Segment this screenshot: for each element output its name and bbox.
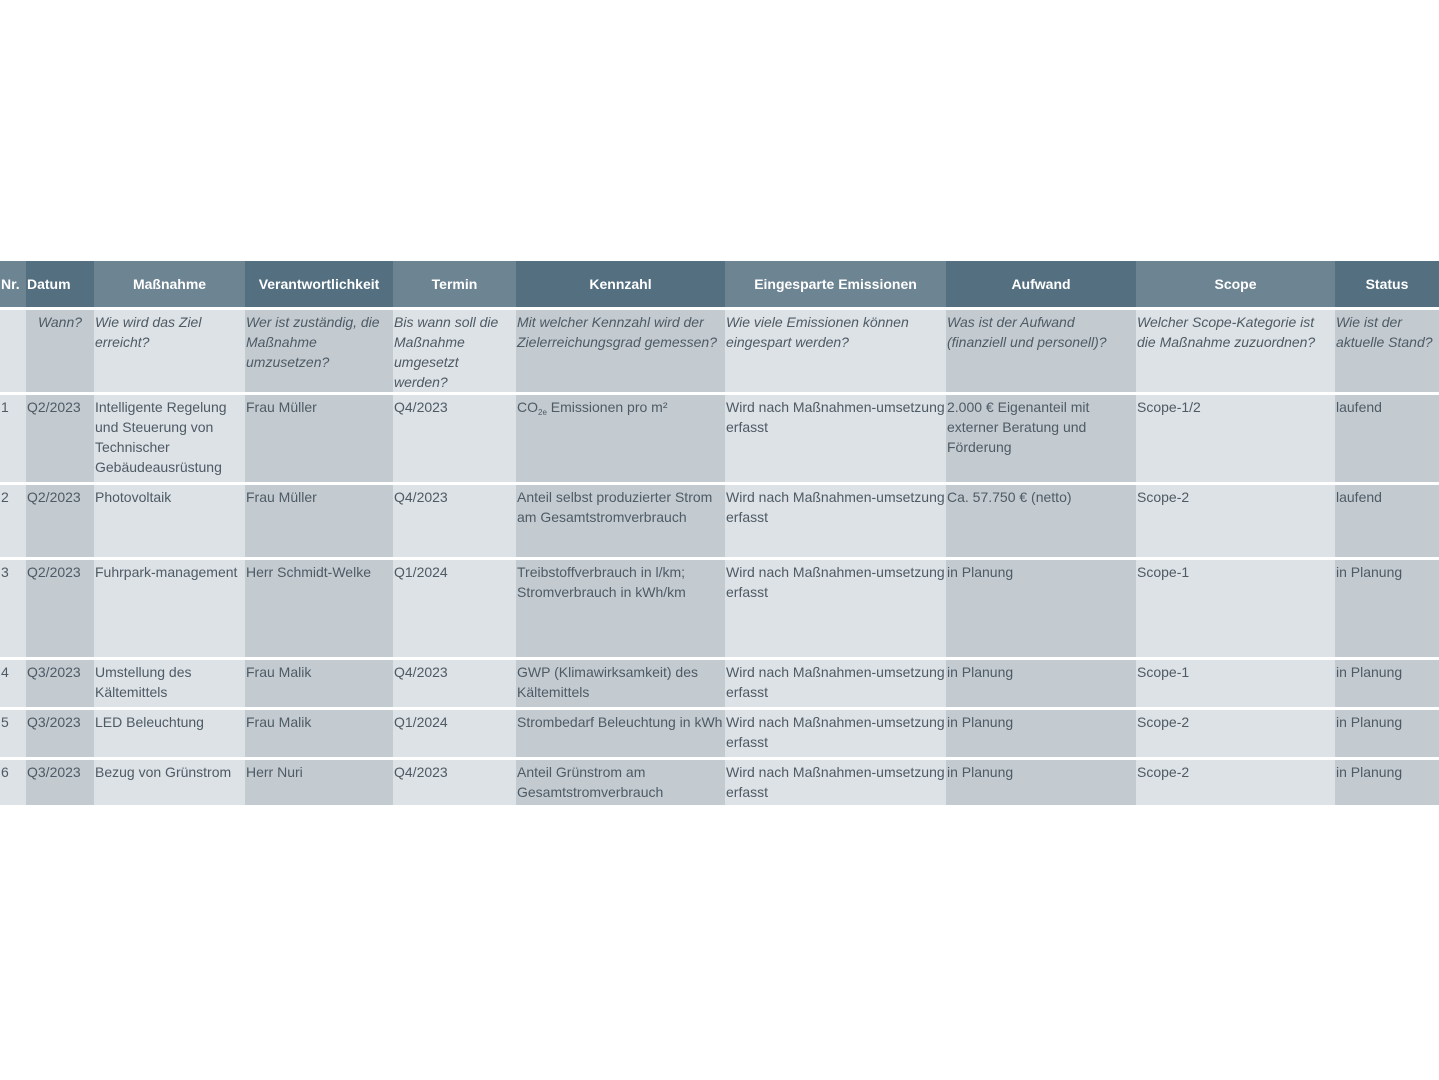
table-row — [0, 659, 1439, 709]
cell-scope: Scope-1 — [1136, 659, 1335, 709]
cell-datum: Q3/2023 — [26, 659, 94, 709]
cell-aufwand: in Planung — [946, 759, 1136, 806]
cell-nr: 1 — [0, 394, 26, 484]
cell-emissionen: Wird nach Maßnahmen-umsetzung erfasst — [725, 394, 946, 484]
cell-termin: Q4/2023 — [393, 759, 516, 806]
cell-scope: Scope-1/2 — [1136, 394, 1335, 484]
cell-nr: 3 — [0, 559, 26, 659]
cell-kennzahl: Anteil selbst produzierter Strom am Gesamtstromverbrauch — [516, 484, 725, 559]
header-emissionen: Eingesparte Emissionen — [725, 261, 946, 309]
kennzahl-co2-suffix: Emissionen pro m² — [546, 399, 668, 415]
question-massnahme: Wie wird das Ziel erreicht? — [94, 309, 245, 394]
cell-scope: Scope-2 — [1136, 759, 1335, 806]
cell-verantwortlichkeit: Frau Malik — [245, 709, 393, 759]
question-datum: Wann? — [26, 309, 94, 394]
cell-kennzahl — [516, 394, 725, 484]
cell-datum: Q2/2023 — [26, 394, 94, 484]
cell-massnahme: LED Beleuchtung — [94, 709, 245, 759]
cell-nr: 6 — [0, 759, 26, 806]
cell-aufwand: Ca. 57.750 € (netto) — [946, 484, 1136, 559]
cell-emissionen: Wird nach Maßnahmen-umsetzung erfasst — [725, 659, 946, 709]
header-aufwand: Aufwand — [946, 261, 1136, 309]
cell-emissionen: Wird nach Maßnahmen-umsetzung erfasst — [725, 559, 946, 659]
header-scope: Scope — [1136, 261, 1335, 309]
cell-verantwortlichkeit: Frau Malik — [245, 659, 393, 709]
cell-kennzahl: Anteil Grünstrom am Gesamtstromverbrauch — [516, 759, 725, 806]
measures-table — [0, 261, 1439, 805]
cell-datum: Q2/2023 — [26, 484, 94, 559]
cell-emissionen: Wird nach Maßnahmen-umsetzung erfasst — [725, 709, 946, 759]
cell-status: laufend — [1335, 394, 1439, 484]
table-row — [0, 709, 1439, 759]
cell-datum: Q3/2023 — [26, 759, 94, 806]
cell-nr: 5 — [0, 709, 26, 759]
cell-massnahme: Bezug von Grünstrom — [94, 759, 245, 806]
cell-emissionen: Wird nach Maßnahmen-umsetzung erfasst — [725, 484, 946, 559]
cell-nr: 2 — [0, 484, 26, 559]
cell-kennzahl: Treibstoffverbrauch in l/km; Stromverbrauch in kWh/km — [516, 559, 725, 659]
cell-termin: Q4/2023 — [393, 659, 516, 709]
cell-verantwortlichkeit: Frau Müller — [245, 394, 393, 484]
cell-termin: Q4/2023 — [393, 484, 516, 559]
cell-massnahme: Umstellung des Kältemittels — [94, 659, 245, 709]
cell-termin: Q4/2023 — [393, 394, 516, 484]
table-header-row — [0, 261, 1439, 309]
header-verantwortlichkeit: Verantwortlichkeit — [245, 261, 393, 309]
header-datum: Datum — [26, 261, 94, 309]
header-termin: Termin — [393, 261, 516, 309]
table-row — [0, 394, 1439, 484]
cell-kennzahl: Strombedarf Beleuchtung in kWh — [516, 709, 725, 759]
table-row — [0, 559, 1439, 659]
cell-aufwand: in Planung — [946, 709, 1136, 759]
cell-scope: Scope-2 — [1136, 709, 1335, 759]
cell-aufwand: in Planung — [946, 659, 1136, 709]
cell-nr: 4 — [0, 659, 26, 709]
cell-status: laufend — [1335, 484, 1439, 559]
question-aufwand: Was ist der Aufwand (finanziell und personell)? — [946, 309, 1136, 394]
cell-massnahme: Intelligente Regelung und Steuerung von Technischer Gebäudeausrüstung — [94, 394, 245, 484]
table-row — [0, 484, 1439, 559]
cell-kennzahl: GWP (Klimawirksamkeit) des Kältemittels — [516, 659, 725, 709]
question-emissionen: Wie viele Emissionen können eingespart werden? — [725, 309, 946, 394]
kennzahl-co2-subscript: 2e — [538, 408, 547, 417]
cell-verantwortlichkeit: Herr Schmidt-Welke — [245, 559, 393, 659]
cell-status: in Planung — [1335, 759, 1439, 806]
cell-status: in Planung — [1335, 709, 1439, 759]
header-kennzahl: Kennzahl — [516, 261, 725, 309]
cell-termin: Q1/2024 — [393, 559, 516, 659]
cell-verantwortlichkeit: Herr Nuri — [245, 759, 393, 806]
cell-emissionen: Wird nach Maßnahmen-umsetzung erfasst — [725, 759, 946, 806]
question-status: Wie ist der aktuelle Stand? — [1335, 309, 1439, 394]
table-row — [0, 759, 1439, 806]
question-verantwortlichkeit: Wer ist zuständig, die Maßnahme umzusetzen? — [245, 309, 393, 394]
cell-aufwand: in Planung — [946, 559, 1136, 659]
question-termin: Bis wann soll die Maßnahme umgesetzt werden? — [393, 309, 516, 394]
header-nr: Nr. — [0, 261, 26, 309]
cell-datum: Q3/2023 — [26, 709, 94, 759]
question-kennzahl: Mit welcher Kennzahl wird der Zielerreichungsgrad gemessen? — [516, 309, 725, 394]
cell-termin: Q1/2024 — [393, 709, 516, 759]
question-scope: Welcher Scope-Kategorie ist die Maßnahme zuzuordnen? — [1136, 309, 1335, 394]
cell-verantwortlichkeit: Frau Müller — [245, 484, 393, 559]
header-status: Status — [1335, 261, 1439, 309]
cell-massnahme: Fuhrpark-management — [94, 559, 245, 659]
cell-status: in Planung — [1335, 559, 1439, 659]
cell-scope: Scope-1 — [1136, 559, 1335, 659]
question-nr — [0, 309, 26, 394]
header-massnahme: Maßnahme — [94, 261, 245, 309]
kennzahl-co2-prefix: CO — [517, 399, 538, 415]
cell-massnahme: Photovoltaik — [94, 484, 245, 559]
cell-datum: Q2/2023 — [26, 559, 94, 659]
table-question-row — [0, 309, 1439, 394]
cell-aufwand: 2.000 € Eigenanteil mit externer Beratung und Förderung — [946, 394, 1136, 484]
cell-status: in Planung — [1335, 659, 1439, 709]
cell-scope: Scope-2 — [1136, 484, 1335, 559]
